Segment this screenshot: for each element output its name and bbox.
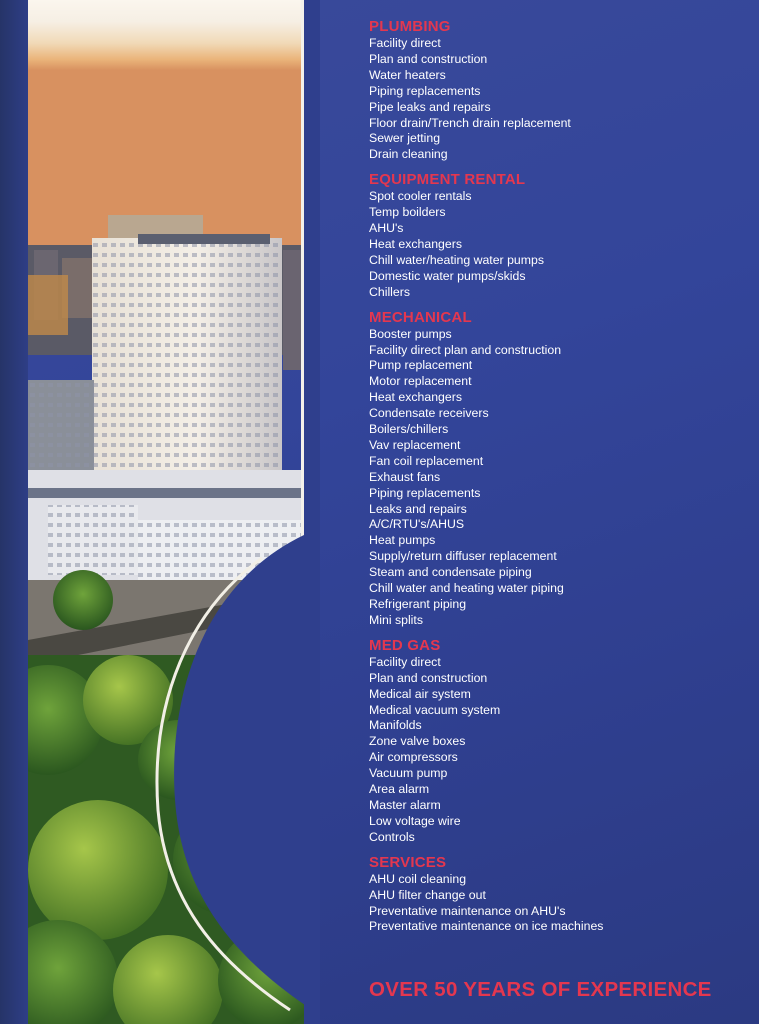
list-item: Vacuum pump [369, 766, 448, 781]
list-item: Piping replacements [369, 485, 481, 500]
list-item: Chillers [369, 284, 410, 299]
list-item: Medical air system [369, 686, 471, 701]
list-item: Heat exchangers [369, 236, 462, 251]
list-item: Heat exchangers [369, 390, 462, 405]
list-item: Exhaust fans [369, 469, 441, 484]
list-item: Spot cooler rentals [369, 189, 472, 204]
list-item: Master alarm [369, 797, 441, 812]
list-item: Area alarm [369, 782, 430, 797]
list-item: Plan and construction [369, 670, 488, 685]
list-item: Preventative maintenance on ice machines [369, 919, 604, 934]
list-item: A/C/RTU's/AHUS [369, 517, 465, 532]
list-item: Mini splits [369, 612, 423, 627]
section-title: MED GAS [369, 636, 441, 654]
list-item: Temp boilders [369, 205, 446, 220]
services-list [369, 18, 749, 943]
list-item: Plan and construction [369, 51, 488, 66]
list-item: Facility direct plan and construction [369, 342, 562, 357]
list-item: AHU coil cleaning [369, 871, 467, 886]
section-equipment-rental [369, 171, 749, 300]
list-item: Pump replacement [369, 358, 473, 373]
decorative-curve [0, 0, 320, 1024]
list-item: Steam and condensate piping [369, 565, 532, 580]
section-med-gas [369, 637, 749, 846]
list-item: Preventative maintenance on AHU's [369, 903, 566, 918]
list-item: Medical vacuum system [369, 702, 501, 717]
list-item: Condensate receivers [369, 406, 489, 421]
list-item: Leaks and repairs [369, 501, 467, 516]
list-item: Piping replacements [369, 83, 481, 98]
list-item: Sewer jetting [369, 131, 441, 146]
section-services [369, 854, 749, 936]
list-item: Controls [369, 829, 415, 844]
list-item: AHU's [369, 221, 404, 236]
list-item: Heat pumps [369, 533, 436, 548]
list-item: Refrigerant piping [369, 597, 467, 611]
list-item: Fan coil replacement [369, 453, 484, 468]
list-item: Drain cleaning [369, 147, 448, 162]
section-mechanical [369, 309, 749, 629]
list-item: Facility direct [369, 36, 441, 50]
experience-tagline: OVER 50 YEARS OF EXPERIENCE [369, 978, 712, 1001]
list-item: Vav replacement [369, 437, 461, 452]
list-item: Domestic water pumps/skids [369, 268, 526, 283]
list-item: Floor drain/Trench drain replacement [369, 115, 571, 130]
list-item: Boilers/chillers [369, 422, 449, 437]
list-item: Low voltage wire [369, 813, 461, 828]
list-item: Motor replacement [369, 374, 472, 389]
list-item: Water heaters [369, 67, 446, 82]
section-plumbing [369, 18, 749, 163]
list-item: Air compressors [369, 750, 458, 765]
section-title: PLUMBING [369, 18, 451, 35]
section-title: SERVICES [369, 853, 447, 871]
list-item: Facility direct [369, 654, 441, 669]
list-item: Chill water/heating water pumps [369, 252, 544, 267]
list-item: Pipe leaks and repairs [369, 99, 491, 114]
list-item: Supply/return diffuser replacement [369, 549, 557, 564]
list-item: Zone valve boxes [369, 734, 466, 749]
list-item: AHU filter change out [369, 887, 486, 902]
list-item: Booster pumps [369, 326, 452, 341]
list-item: Manifolds [369, 718, 422, 733]
section-title: EQUIPMENT RENTAL [369, 171, 526, 189]
section-title: MECHANICAL [369, 308, 472, 326]
list-item: Chill water and heating water piping [369, 581, 564, 596]
